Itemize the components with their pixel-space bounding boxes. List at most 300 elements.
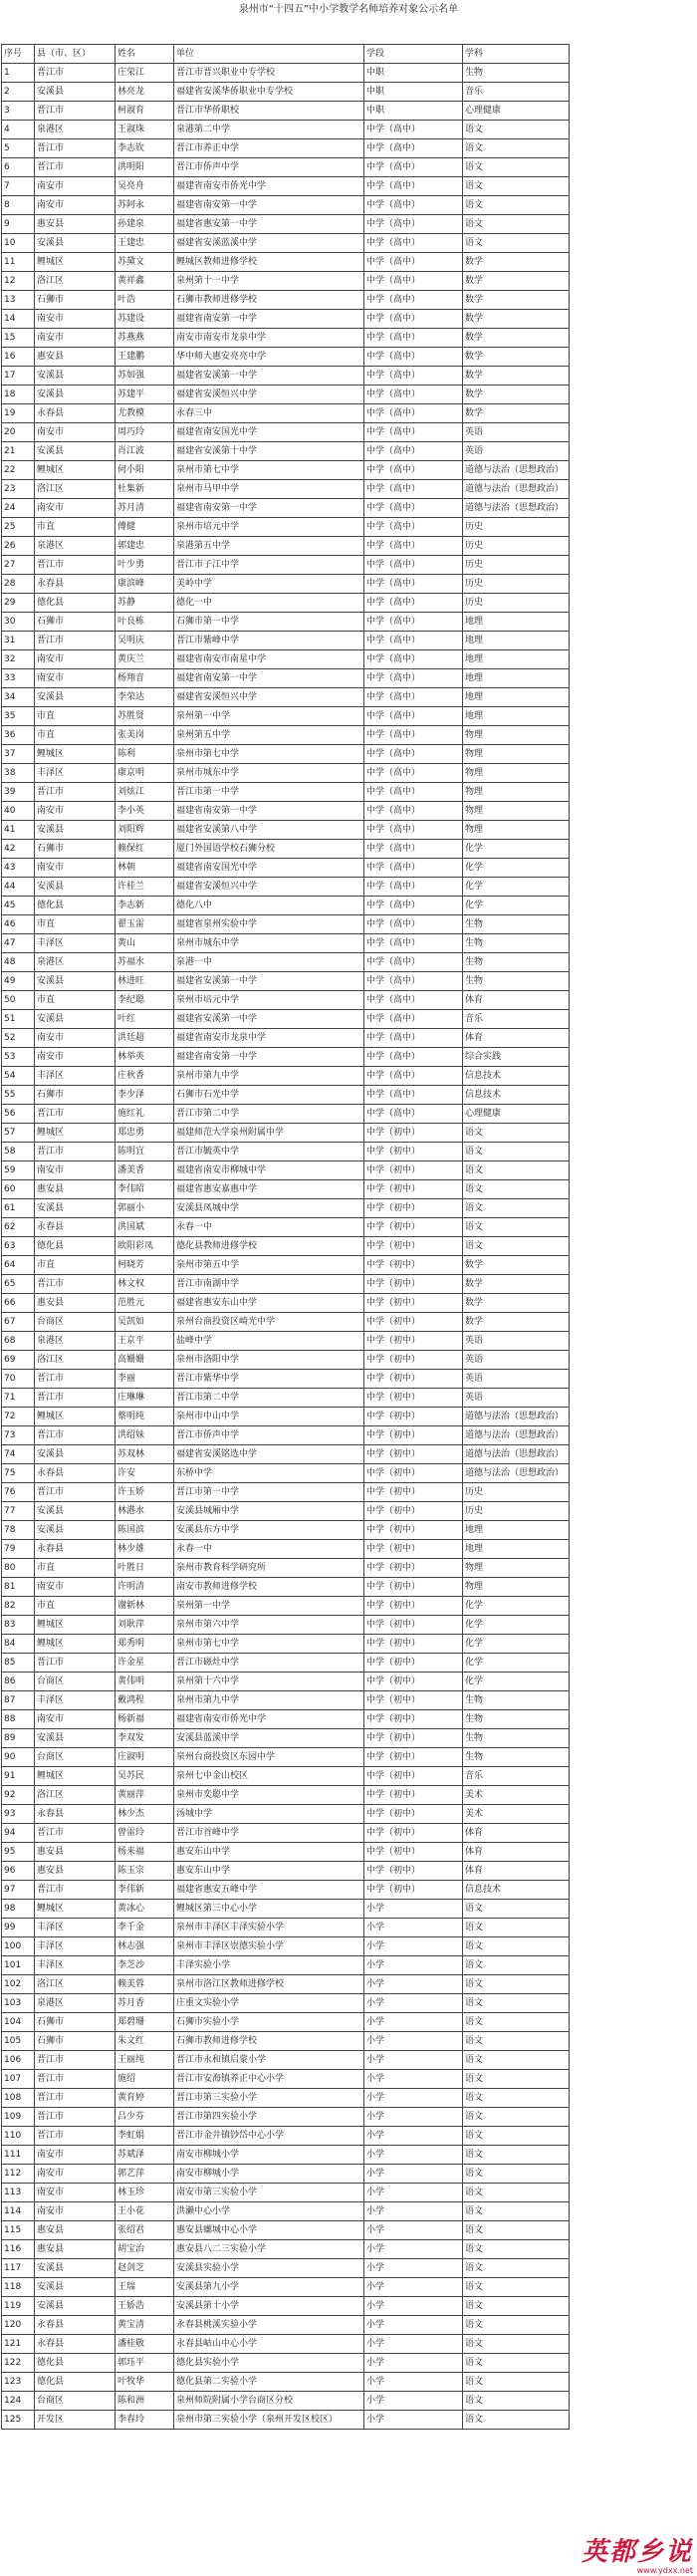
cell-stage: 小学: [364, 2316, 463, 2335]
cell-district: 泉港区: [35, 121, 116, 139]
cell-name: 陈利: [116, 745, 174, 764]
cell-district: 市直: [35, 1559, 116, 1578]
cell-stage: 中学（高中）: [364, 272, 463, 291]
cell-unit: 泉州市第九中学: [174, 1691, 364, 1710]
cell-district: 洛江区: [35, 480, 116, 499]
table-row: [2, 1843, 570, 1862]
cell-stage: 中学（高中）: [364, 915, 463, 934]
table-row: [2, 556, 570, 575]
table-row: [2, 2089, 570, 2108]
cell-unit: 晋江市第二中学: [174, 1389, 364, 1408]
cell-name: 叶牧华: [116, 2373, 174, 2392]
cell-subject: 综合实践: [463, 1048, 570, 1067]
cell-name: 谢新林: [116, 1597, 174, 1616]
cell-district: 晋江市: [35, 1143, 116, 1161]
cell-name: 黄育婷: [116, 2089, 174, 2108]
cell-index: 55: [2, 1086, 35, 1105]
cell-subject: 英语: [463, 1370, 570, 1389]
cell-unit: 泉州七中金山校区: [174, 1767, 364, 1786]
cell-name: 苏阿永: [116, 196, 174, 215]
cell-unit: 永春三中: [174, 404, 364, 423]
cell-subject: 语文: [463, 2411, 570, 2430]
cell-stage: 中学（高中）: [364, 783, 463, 802]
table-row: [2, 2108, 570, 2127]
cell-name: 黄冰心: [116, 1900, 174, 1919]
cell-district: 安溪县: [35, 821, 116, 840]
cell-subject: 语文: [463, 139, 570, 158]
cell-stage: 小学: [364, 2202, 463, 2221]
cell-district: 永春县: [35, 2335, 116, 2354]
cell-name: 苏静: [116, 594, 174, 613]
cell-unit: 惠安县八二三实验小学: [174, 2240, 364, 2259]
cell-district: 惠安县: [35, 1294, 116, 1313]
cell-name: 苏斌泽: [116, 2146, 174, 2165]
cell-index: 107: [2, 2070, 35, 2089]
cell-district: 南安市: [35, 2202, 116, 2221]
cell-district: 丰泽区: [35, 1691, 116, 1710]
cell-index: 123: [2, 2373, 35, 2392]
cell-district: 台商区: [35, 1748, 116, 1767]
cell-index: 89: [2, 1729, 35, 1748]
cell-district: 晋江市: [35, 1483, 116, 1502]
cell-subject: 数学: [463, 329, 570, 348]
cell-stage: 中学（高中）: [364, 518, 463, 537]
cell-subject: 语文: [463, 1937, 570, 1956]
cell-name: 苏建平: [116, 386, 174, 404]
table-row: [2, 764, 570, 783]
cell-unit: 泉州师院附属小学台商区分校: [174, 2392, 364, 2411]
cell-district: 永春县: [35, 1218, 116, 1237]
cell-name: 李志新: [116, 897, 174, 915]
cell-subject: 体育: [463, 1862, 570, 1881]
cell-unit: 泉州第十六中学: [174, 1673, 364, 1691]
cell-index: 65: [2, 1275, 35, 1294]
cell-subject: 英语: [463, 1332, 570, 1351]
cell-name: 赵剑芝: [116, 2259, 174, 2278]
table-row: [2, 2316, 570, 2335]
cell-name: 苏双林: [116, 1445, 174, 1464]
cell-unit: 泉州第一中学: [174, 1597, 364, 1616]
table-row: [2, 83, 570, 102]
cell-district: 鲤城区: [35, 1767, 116, 1786]
cell-subject: 数学: [463, 348, 570, 367]
cell-index: 16: [2, 348, 35, 367]
cell-district: 安溪县: [35, 386, 116, 404]
cell-subject: 语文: [463, 2127, 570, 2146]
cell-district: 石狮市: [35, 291, 116, 310]
cell-subject: 数学: [463, 404, 570, 423]
cell-subject: 历史: [463, 1502, 570, 1521]
cell-district: 鲤城区: [35, 461, 116, 480]
cell-subject: 道德与法治（思想政治）: [463, 1464, 570, 1483]
cell-index: 92: [2, 1786, 35, 1805]
cell-name: 郑碧珊: [116, 2013, 174, 2032]
cell-stage: 小学: [364, 1975, 463, 1994]
cell-name: 林进旺: [116, 972, 174, 991]
cell-subject: 语文: [463, 177, 570, 196]
cell-unit: 德化县实验小学: [174, 2354, 364, 2373]
cell-subject: 地理: [463, 669, 570, 688]
cell-index: 76: [2, 1483, 35, 1502]
cell-name: 张美岗: [116, 726, 174, 745]
table-row: [2, 442, 570, 461]
cell-unit: 泉州台商投资区东园中学: [174, 1748, 364, 1767]
cell-index: 121: [2, 2335, 35, 2354]
cell-unit: 石狮市教师进修学校: [174, 291, 364, 310]
cell-name: 翟玉雷: [116, 915, 174, 934]
cell-unit: 福建省南安第一中学: [174, 802, 364, 821]
cell-stage: 中学（初中）: [364, 1294, 463, 1313]
cell-index: 54: [2, 1067, 35, 1086]
cell-index: 30: [2, 613, 35, 632]
cell-subject: 体育: [463, 991, 570, 1010]
table-row: [2, 1994, 570, 2013]
cell-unit: 鲤城区第三中心小学: [174, 1900, 364, 1919]
cell-index: 80: [2, 1559, 35, 1578]
cell-name: 周巧玲: [116, 423, 174, 442]
cell-district: 南安市: [35, 1161, 116, 1180]
cell-stage: 中学（初中）: [364, 1313, 463, 1332]
cell-name: 吴明庆: [116, 632, 174, 650]
cell-unit: 福建省南安市侨光中学: [174, 177, 364, 196]
cell-subject: 语文: [463, 2259, 570, 2278]
cell-unit: 福建省泉州实验中学: [174, 915, 364, 934]
cell-subject: 语文: [463, 1199, 570, 1218]
cell-index: 40: [2, 802, 35, 821]
cell-subject: 历史: [463, 1483, 570, 1502]
cell-district: 晋江市: [35, 1426, 116, 1445]
cell-name: 柯淑育: [116, 102, 174, 121]
table-row: [2, 461, 570, 480]
cell-district: 市直: [35, 707, 116, 726]
cell-name: 郑秀明: [116, 1635, 174, 1654]
cell-index: 24: [2, 499, 35, 518]
table-row: [2, 177, 570, 196]
cell-subject: 语文: [463, 1124, 570, 1143]
cell-unit: 泉州市丰泽区崇德实验小学: [174, 1937, 364, 1956]
table-row: [2, 2373, 570, 2392]
cell-subject: 信息技术: [463, 1881, 570, 1900]
cell-index: 67: [2, 1313, 35, 1332]
cell-index: 60: [2, 1180, 35, 1199]
cell-district: 晋江市: [35, 158, 116, 177]
table-row: [2, 802, 570, 821]
cell-stage: 中学（高中）: [364, 840, 463, 859]
cell-stage: 中学（高中）: [364, 1048, 463, 1067]
cell-index: 101: [2, 1956, 35, 1975]
cell-name: 王娇浩: [116, 2297, 174, 2316]
cell-district: 市直: [35, 915, 116, 934]
cell-index: 1: [2, 64, 35, 83]
cell-index: 70: [2, 1370, 35, 1389]
cell-subject: 语文: [463, 2240, 570, 2259]
cell-subject: 体育: [463, 1824, 570, 1843]
cell-unit: 福建省南安第一中学: [174, 196, 364, 215]
cell-unit: 泉州台商投资区崎光中学: [174, 1313, 364, 1332]
cell-name: 林少雄: [116, 1540, 174, 1559]
cell-index: 4: [2, 121, 35, 139]
cell-name: 林亮龙: [116, 83, 174, 102]
cell-unit: 泉州市第六中学: [174, 1616, 364, 1635]
cell-name: 杨新福: [116, 1710, 174, 1729]
cell-unit: 德化县第二实验小学: [174, 2373, 364, 2392]
cell-district: 南安市: [35, 2146, 116, 2165]
cell-index: 99: [2, 1919, 35, 1937]
cell-index: 112: [2, 2165, 35, 2184]
cell-subject: 数学: [463, 1256, 570, 1275]
table-row: [2, 613, 570, 632]
cell-name: 许玉娇: [116, 1483, 174, 1502]
cell-district: 泉港区: [35, 537, 116, 556]
cell-stage: 中学（高中）: [364, 688, 463, 707]
cell-name: 郭珏平: [116, 2354, 174, 2373]
cell-index: 31: [2, 632, 35, 650]
cell-index: 122: [2, 2354, 35, 2373]
cell-index: 23: [2, 480, 35, 499]
table-row: [2, 1048, 570, 1067]
cell-stage: 中职: [364, 102, 463, 121]
cell-index: 14: [2, 310, 35, 329]
table-row: [2, 1521, 570, 1540]
cell-name: 黄伟明: [116, 1673, 174, 1691]
cell-subject: 语文: [463, 2070, 570, 2089]
cell-district: 晋江市: [35, 632, 116, 650]
table-row: [2, 1105, 570, 1124]
cell-name: 吴凯如: [116, 1313, 174, 1332]
table-row: [2, 234, 570, 253]
cell-subject: 化学: [463, 1616, 570, 1635]
cell-unit: 晋江市金井镇钞岱中心小学: [174, 2127, 364, 2146]
table-row: [2, 1067, 570, 1086]
cell-unit: 泉州市第九中学: [174, 1067, 364, 1086]
cell-stage: 中学（高中）: [364, 177, 463, 196]
roster-table-body: [2, 45, 570, 2430]
cell-name: 李丽: [116, 1370, 174, 1389]
cell-unit: 泉州市奕聪中学: [174, 1786, 364, 1805]
cell-unit: 泉州市中山中学: [174, 1408, 364, 1426]
cell-district: 安溪县: [35, 2278, 116, 2297]
cell-unit: 泉州第十一中学: [174, 272, 364, 291]
cell-name: 刘耿萍: [116, 1616, 174, 1635]
cell-stage: 中学（高中）: [364, 139, 463, 158]
cell-subject: 历史: [463, 594, 570, 613]
cell-district: 南安市: [35, 499, 116, 518]
cell-name: 李少泽: [116, 1086, 174, 1105]
cell-index: 35: [2, 707, 35, 726]
cell-name: 林港水: [116, 1502, 174, 1521]
cell-unit: 安溪县实验小学: [174, 2259, 364, 2278]
cell-name: 许安: [116, 1464, 174, 1483]
table-row: [2, 650, 570, 669]
cell-name: 王建忠: [116, 234, 174, 253]
cell-stage: 中学（高中）: [364, 215, 463, 234]
cell-unit: 晋江市第二中学: [174, 1105, 364, 1124]
cell-stage: 小学: [364, 2089, 463, 2108]
cell-name: 许桂兰: [116, 878, 174, 897]
cell-subject: 音乐: [463, 1010, 570, 1029]
table-row: [2, 2259, 570, 2278]
cell-unit: 晋江市侨声中学: [174, 158, 364, 177]
cell-unit: 晋江市毓英中学: [174, 1143, 364, 1161]
cell-district: 南安市: [35, 669, 116, 688]
cell-district: 惠安县: [35, 1862, 116, 1881]
cell-index: 15: [2, 329, 35, 348]
cell-index: 13: [2, 291, 35, 310]
cell-unit: 厦门外国语学校石狮分校: [174, 840, 364, 859]
cell-name: 肖江波: [116, 442, 174, 461]
cell-index: 103: [2, 1994, 35, 2013]
cell-district: 鲤城区: [35, 1900, 116, 1919]
cell-stage: 小学: [364, 2146, 463, 2165]
cell-district: 市直: [35, 1597, 116, 1616]
cell-district: 晋江市: [35, 1105, 116, 1124]
cell-subject: 道德与法治（思想政治）: [463, 1408, 570, 1426]
cell-stage: 小学: [364, 2165, 463, 2184]
cell-unit: 晋江市磁灶中学: [174, 1654, 364, 1673]
cell-unit: 泉州市教育科学研究所: [174, 1559, 364, 1578]
cell-name: 黄丽萍: [116, 1786, 174, 1805]
cell-subject: 化学: [463, 897, 570, 915]
cell-district: 安溪县: [35, 688, 116, 707]
cell-index: 104: [2, 2013, 35, 2032]
cell-subject: 语文: [463, 2335, 570, 2354]
table-row: [2, 840, 570, 859]
cell-unit: 泉州市城东中学: [174, 934, 364, 953]
cell-stage: 小学: [364, 2373, 463, 2392]
table-row: [2, 878, 570, 897]
cell-subject: 地理: [463, 707, 570, 726]
cell-subject: 物理: [463, 1559, 570, 1578]
cell-unit: 泉州市丰泽区丰泽实验小学: [174, 1919, 364, 1937]
table-row: [2, 1956, 570, 1975]
cell-unit: 晋江市紫华中学: [174, 1370, 364, 1389]
cell-index: 117: [2, 2259, 35, 2278]
cell-index: 81: [2, 1578, 35, 1597]
cell-name: 苏燕燕: [116, 329, 174, 348]
cell-subject: 语文: [463, 2165, 570, 2184]
cell-district: 洛江区: [35, 1351, 116, 1370]
table-row: [2, 1237, 570, 1256]
header-district: 县（市、区）: [35, 45, 116, 64]
cell-index: 57: [2, 1124, 35, 1143]
table-row: [2, 64, 570, 83]
table-row: [2, 1673, 570, 1691]
cell-name: 王淑珠: [116, 121, 174, 139]
cell-name: 林文权: [116, 1275, 174, 1294]
cell-unit: 南安市柳城小学: [174, 2146, 364, 2165]
cell-index: 58: [2, 1143, 35, 1161]
header-index: 序号: [2, 45, 35, 64]
cell-name: 李双发: [116, 1729, 174, 1748]
cell-stage: 中学（初中）: [364, 1426, 463, 1445]
table-row: [2, 1313, 570, 1332]
table-row: [2, 953, 570, 972]
table-row: [2, 1767, 570, 1786]
cell-index: 91: [2, 1767, 35, 1786]
cell-subject: 语文: [463, 1161, 570, 1180]
cell-district: 永春县: [35, 575, 116, 594]
cell-index: 44: [2, 878, 35, 897]
cell-index: 71: [2, 1389, 35, 1408]
cell-unit: 泉州市洛阳中学: [174, 1351, 364, 1370]
cell-stage: 中学（初中）: [364, 1124, 463, 1143]
cell-subject: 物理: [463, 821, 570, 840]
cell-unit: 泉州市第三实验小学（泉州开发区校区）: [174, 2411, 364, 2430]
cell-index: 32: [2, 650, 35, 669]
cell-stage: 中学（高中）: [364, 669, 463, 688]
cell-index: 90: [2, 1748, 35, 1767]
table-row: [2, 1862, 570, 1881]
cell-index: 38: [2, 764, 35, 783]
cell-stage: 小学: [364, 2127, 463, 2146]
cell-subject: 生物: [463, 915, 570, 934]
cell-index: 50: [2, 991, 35, 1010]
cell-unit: 泉州第五中学: [174, 726, 364, 745]
cell-district: 安溪县: [35, 1199, 116, 1218]
table-row: [2, 537, 570, 556]
cell-subject: 数学: [463, 1275, 570, 1294]
cell-name: 叶浩: [116, 291, 174, 310]
table-row: [2, 859, 570, 878]
cell-index: 43: [2, 859, 35, 878]
table-row: [2, 2127, 570, 2146]
cell-district: 安溪县: [35, 1521, 116, 1540]
cell-index: 2: [2, 83, 35, 102]
cell-district: 鲤城区: [35, 1124, 116, 1143]
cell-unit: 晋江市第三实验小学: [174, 2089, 364, 2108]
cell-stage: 中学（初中）: [364, 1748, 463, 1767]
cell-stage: 中学（初中）: [364, 1161, 463, 1180]
cell-stage: 中学（高中）: [364, 594, 463, 613]
table-row: [2, 386, 570, 404]
table-row: [2, 934, 570, 953]
cell-index: 78: [2, 1521, 35, 1540]
cell-unit: 泉州市培元中学: [174, 518, 364, 537]
cell-unit: 南安市南安市龙泉中学: [174, 329, 364, 348]
cell-subject: 化学: [463, 1673, 570, 1691]
cell-district: 市直: [35, 991, 116, 1010]
cell-district: 安溪县: [35, 1729, 116, 1748]
cell-district: 安溪县: [35, 972, 116, 991]
cell-name: 苏如强: [116, 367, 174, 386]
cell-district: 市直: [35, 1256, 116, 1275]
cell-subject: 生物: [463, 64, 570, 83]
cell-index: 82: [2, 1597, 35, 1616]
cell-name: 王小花: [116, 2202, 174, 2221]
table-row: [2, 915, 570, 934]
table-row: [2, 1029, 570, 1048]
cell-subject: 地理: [463, 650, 570, 669]
cell-index: 37: [2, 745, 35, 764]
table-row: [2, 991, 570, 1010]
table-row: [2, 1294, 570, 1313]
cell-district: 南安市: [35, 859, 116, 878]
table-row: [2, 1332, 570, 1351]
cell-stage: 中学（高中）: [364, 404, 463, 423]
cell-subject: 语文: [463, 121, 570, 139]
cell-unit: 晋江市第一中学: [174, 783, 364, 802]
cell-subject: 语文: [463, 1975, 570, 1994]
cell-unit: 福建省惠安第一中学: [174, 215, 364, 234]
cell-unit: 福建省南安第一中学: [174, 1048, 364, 1067]
cell-index: 87: [2, 1691, 35, 1710]
cell-subject: 数学: [463, 367, 570, 386]
table-row: [2, 575, 570, 594]
table-row: [2, 2032, 570, 2051]
cell-subject: 道德与法治（思想政治）: [463, 461, 570, 480]
cell-district: 晋江市: [35, 1881, 116, 1900]
cell-stage: 中学（高中）: [364, 897, 463, 915]
